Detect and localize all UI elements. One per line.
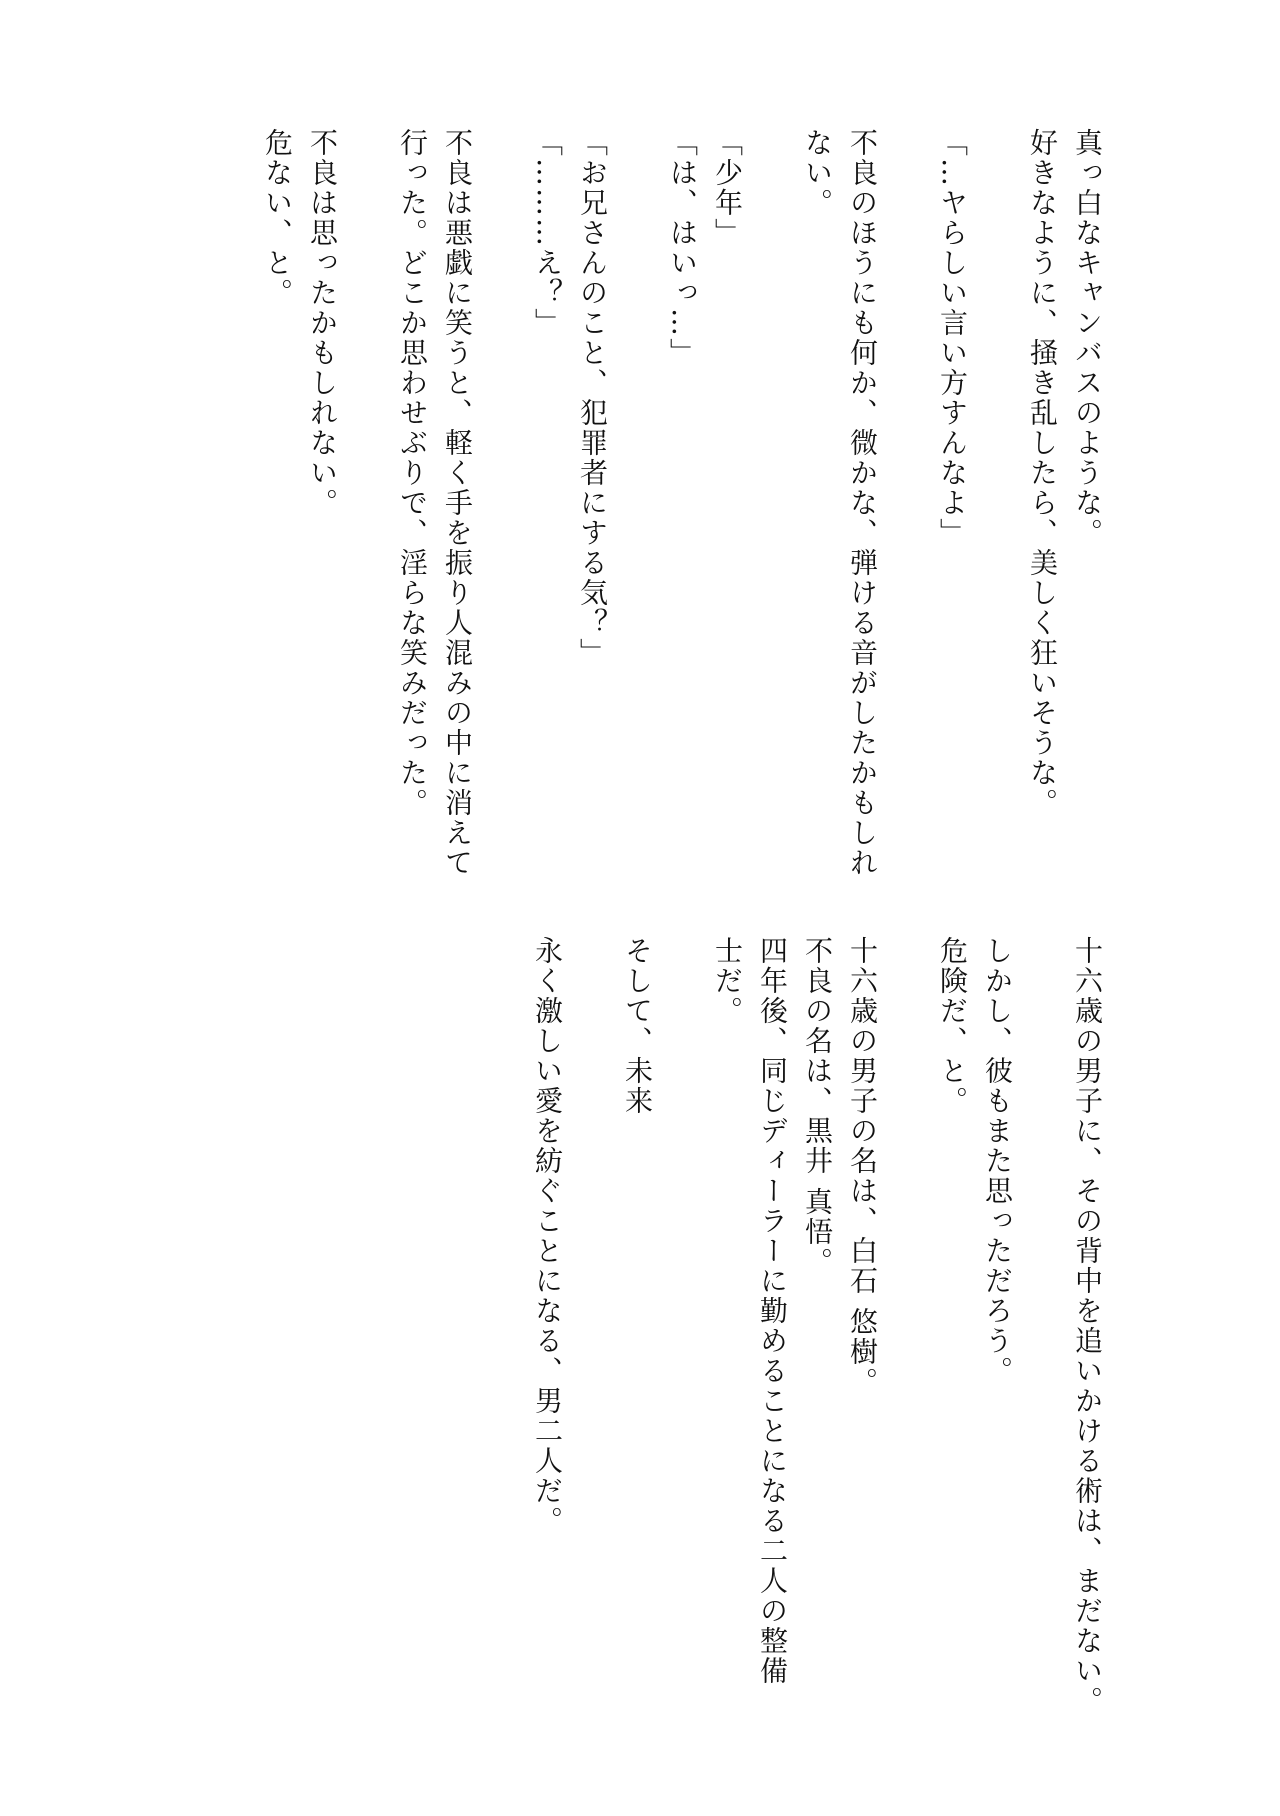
text-line: 好きなように、掻き乱したら、美しく狂いそうな。: [1026, 128, 1059, 818]
text-block-top: [255, 128, 1110, 878]
paragraph-gap: [480, 128, 525, 878]
text-line: 不良の名は、黒井 真悟。: [801, 936, 834, 1277]
text-line: 四年後、同じディーラーに勤めることになる二人の整備: [756, 936, 789, 1686]
text-line: 十六歳の男子に、その背中を追いかける術は、まだない。: [1071, 936, 1104, 1716]
text-line: 士だ。: [711, 936, 744, 1026]
text-line: しかし、彼もまた思っただろう。: [981, 936, 1014, 1386]
text-line: そして、未来: [621, 936, 654, 1116]
text-line: 「少年」: [711, 128, 744, 248]
paragraph-gap: [750, 128, 795, 878]
text-line: 十六歳の男子の名は、白石 悠樹。: [846, 936, 879, 1397]
text-line: ない。: [801, 128, 834, 218]
text-line: 不良のほうにも何か、微かな、弾ける音がしたかもしれ: [846, 128, 879, 878]
text-line: 行った。どこか思わせぶりで、淫らな笑みだった。: [396, 128, 429, 818]
paragraph-gap: [345, 128, 390, 878]
paragraph-gap: [660, 936, 705, 1716]
paragraph-gap: [885, 128, 930, 878]
text-line: 不良は思ったかもしれない。: [306, 128, 339, 518]
text-block-bottom: [525, 936, 1110, 1716]
text-line: 危ない、と。: [261, 128, 294, 308]
paragraph-gap: [570, 936, 615, 1716]
paragraph-gap: [975, 128, 1020, 878]
text-line: 「…ヤらしい言い方すんなよ」: [936, 128, 969, 548]
text-line: 真っ白なキャンバスのような。: [1071, 128, 1104, 548]
paragraph-gap: [1020, 936, 1065, 1716]
text-line: 危険だ、と。: [936, 936, 969, 1116]
text-line: 「………え？」: [531, 128, 564, 338]
text-line: 不良は悪戯に笑うと、軽く手を振り人混みの中に消えて: [441, 128, 474, 878]
text-line: 永く激しい愛を紡ぐことになる、男二人だ。: [531, 936, 564, 1536]
paragraph-gap: [615, 128, 660, 878]
text-line: 「は、はいっ…」: [666, 128, 699, 368]
paragraph-gap: [885, 936, 930, 1716]
text-line: 「お兄さんのこと、犯罪者にする気？」: [576, 128, 609, 668]
